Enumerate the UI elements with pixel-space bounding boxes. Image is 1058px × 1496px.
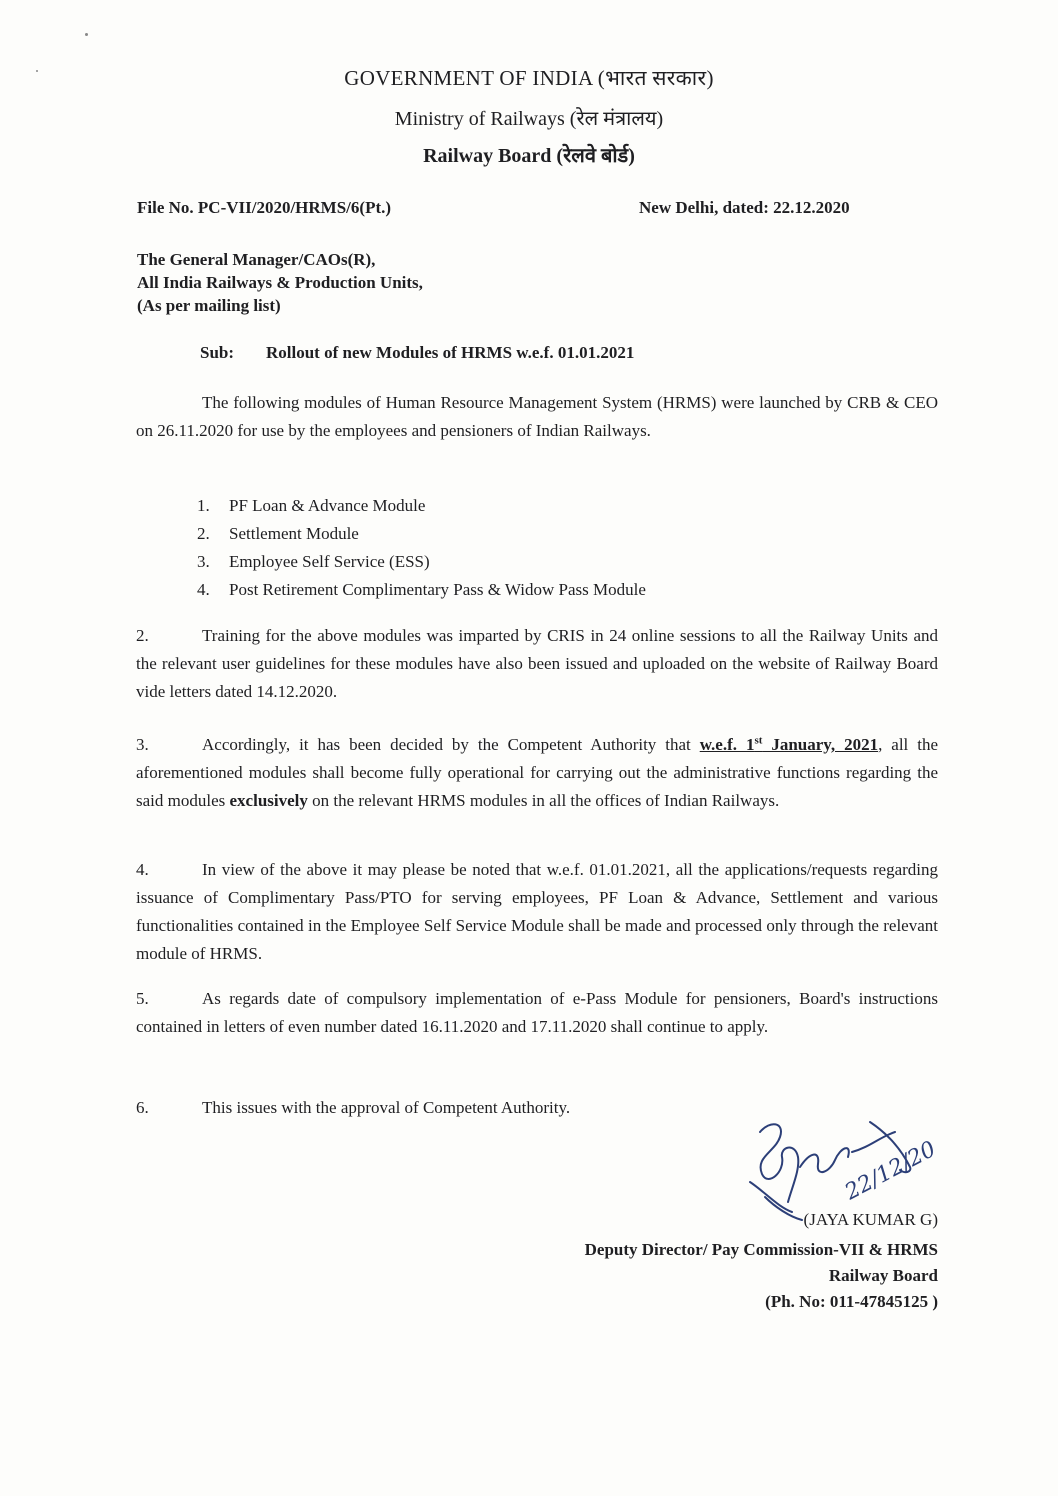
signatory-office: Railway Board [828,1266,938,1285]
paragraph-text: In view of the above it may please be noted that w.e.f. 01.01.2021, all the applications/requests regarding issuance of Complimentary Pass/PTO for serving employees, PF Loan & Advance, Settlement and various functionalities contained in the Employee Self Service Module shall be made and processed only through the relevant module of HRMS. [136,860,938,963]
list-item-number: 3. [197,552,210,571]
paragraph-text: This issues with the approval of Competent Authority. [202,1098,571,1117]
subject-line [200,343,634,363]
place-date: New Delhi, dated: 22.12.2020 [639,198,850,217]
module-list [197,492,646,604]
intro-paragraph: The following modules of Human Resource Management System (HRMS) were launched by CRB & CEO on 26.11.2020 for use by the employees and pensioners of Indian Railways. [136,393,938,440]
paragraph-number: 6. [136,1098,149,1117]
subject-label: Sub: [200,343,235,362]
list-item-number: 4. [197,580,210,599]
list-item [197,576,646,604]
header-government: GOVERNMENT OF INDIA (भारत सरकार) [344,66,714,90]
file-number: File No. PC-VII/2020/HRMS/6(Pt.) [137,198,392,217]
paragraph-text: As regards date of compulsory implementation of e-Pass Module for pensioners, Board's instructions contained in letters of even number dated 16.11.2020 and 17.11.2020 shall continue to apply. [136,989,938,1036]
signatory-designation: Deputy Director/ Pay Commission-VII & HRMS [584,1240,938,1259]
emphasis-text: exclusively [229,791,308,810]
header-board: Railway Board (रेलवे बोर्ड) [423,145,635,167]
list-item-text: PF Loan & Advance Module [229,496,426,515]
list-item-text: Employee Self Service (ESS) [229,552,430,571]
effective-date-b: January, 2021 [762,735,879,754]
list-item-text: Post Retirement Complimentary Pass & Widow Pass Module [229,580,646,599]
addressee-line: All India Railways & Production Units, [137,273,423,292]
signature-date: 22/12/20 [841,1136,941,1206]
paragraph-5 [136,985,938,1041]
effective-date-sup: st [754,734,763,747]
list-item [197,492,646,520]
addressee-line: (As per mailing list) [137,296,281,315]
signatory-name: (JAYA KUMAR G) [803,1210,938,1229]
paragraph-text: , all the aforementioned modules shall become fully operational for carrying out the administrative functions regarding the said modules [136,735,938,810]
signatory-phone: (Ph. No: 011-47845125 ) [765,1292,938,1311]
header-ministry: Ministry of Railways (रेल मंत्रालय) [394,108,664,130]
list-item [197,548,646,576]
list-item-number: 1. [197,496,210,515]
paragraph-number: 2. [136,626,149,645]
list-item [197,520,646,548]
subject-text: Rollout of new Modules of HRMS w.e.f. 01.01.2021 [266,343,635,362]
list-item-text: Settlement Module [229,524,359,543]
signatory-block [585,1237,938,1315]
paragraph-text: on the relevant HRMS modules in all the offices of Indian Railways. [307,791,780,810]
paragraph-number: 4. [136,860,149,879]
paragraph-2 [136,622,938,706]
effective-date [700,735,878,754]
addressee-line: The General Manager/CAOs(R), [137,250,376,269]
paragraph-number: 5. [136,989,149,1008]
scan-speck [85,33,88,36]
effective-date-a: w.e.f. 1 [699,735,755,754]
paragraph-text: Training for the above modules was imparted by CRIS in 24 online sessions to all the Railway Units and the relevant user guidelines for these modules have also been issued and uploaded on the website of Railway Board vide letters dated 14.12.2020. [136,626,938,701]
list-item-number: 2. [197,524,210,543]
paragraph-number: 3. [136,735,149,754]
paragraph-3 [136,731,938,815]
paragraph-4 [136,856,938,968]
paragraph-text: Accordingly, it has been decided by the Competent Authority that [202,735,700,754]
addressee-block [137,248,423,317]
